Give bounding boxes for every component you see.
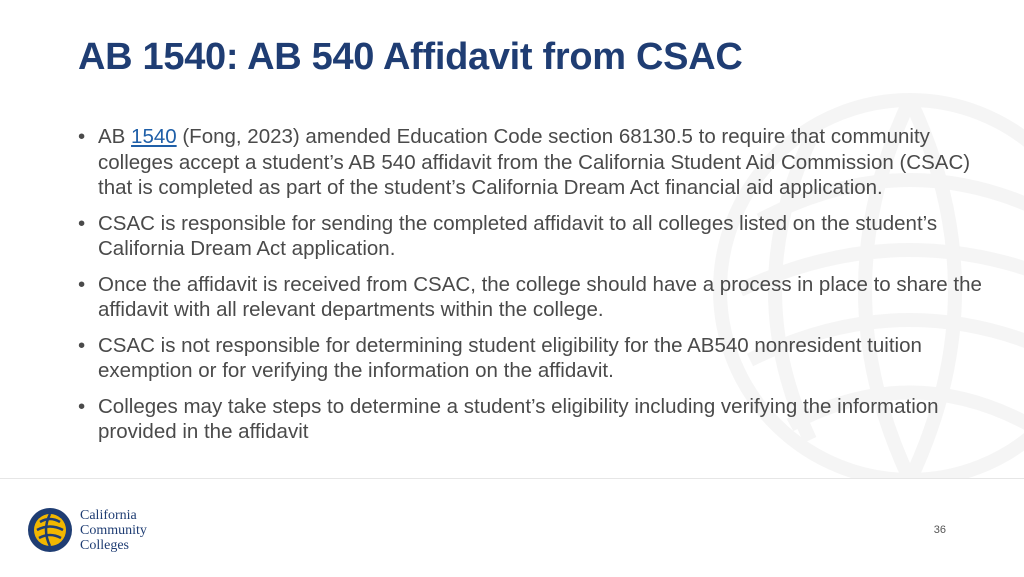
bullet-text: CSAC is not responsible for determining student eligibility for the AB540 nonresident tuition exemption or for verifying the information on the affidavit. bbox=[98, 333, 922, 382]
bullet-item bbox=[78, 211, 988, 262]
bullet-marker: • bbox=[78, 125, 86, 148]
bullet-marker: • bbox=[78, 394, 86, 418]
page-number: 36 bbox=[933, 524, 946, 536]
bullet-marker: • bbox=[78, 333, 86, 357]
bullet-item bbox=[78, 272, 988, 323]
slide-title: AB 1540: AB 540 Affidavit from CSAC bbox=[78, 36, 743, 78]
bullet-item bbox=[78, 333, 988, 384]
logo-line: California bbox=[80, 507, 137, 523]
logo-line: Community bbox=[80, 522, 147, 538]
ccc-logo bbox=[26, 506, 147, 554]
bullet-text: Once the affidavit is received from CSAC, the college should have a process in place to share the affidavit with all relevant departments within the college. bbox=[98, 272, 982, 321]
bullet-item bbox=[78, 124, 988, 201]
bullet-text-prefix: AB bbox=[98, 125, 132, 148]
bullet-text: CSAC is responsible for sending the completed affidavit to all colleges listed on the student’s California Dream Act application. bbox=[98, 211, 938, 260]
bullet-item bbox=[78, 394, 988, 445]
bill-link-1540[interactable]: 1540 bbox=[131, 125, 177, 148]
logo-line: Colleges bbox=[80, 537, 129, 553]
bullet-text: (Fong, 2023) amended Education Code section 68130.5 to require that community colleges accept a student’s AB 540 affidavit from the California Student Aid Commission (CSAC) that is completed as part of the student’s California Dream Act financial aid application. bbox=[98, 125, 971, 199]
ccc-logo-icon bbox=[26, 506, 74, 554]
bullet-list bbox=[78, 124, 988, 455]
logo-text bbox=[80, 508, 147, 553]
bullet-marker: • bbox=[78, 272, 86, 296]
bullet-marker: • bbox=[78, 211, 86, 235]
bullet-text: Colleges may take steps to determine a student’s eligibility including verifying the information provided in the affidavit bbox=[98, 394, 939, 443]
slide-footer bbox=[0, 478, 1024, 577]
